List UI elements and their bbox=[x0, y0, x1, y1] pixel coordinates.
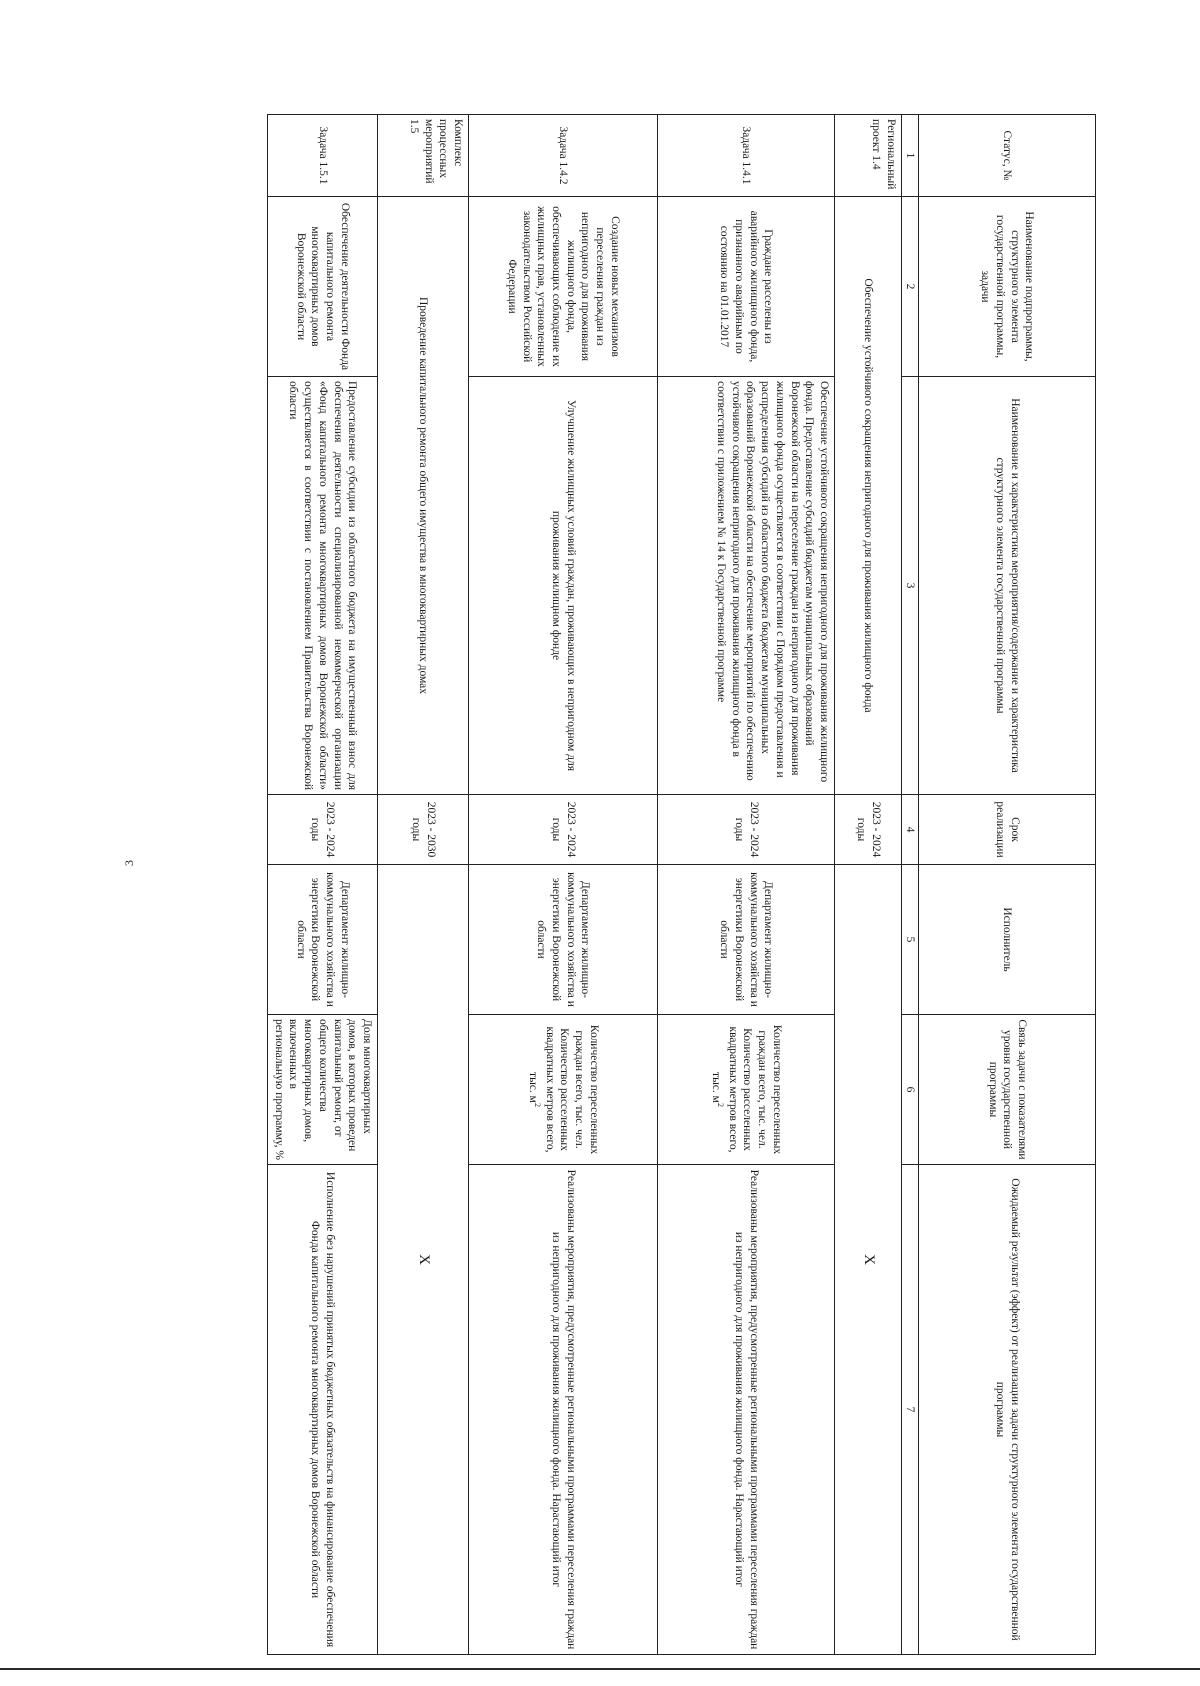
complex-name-cell: Проведение капитального ремонта общего имущества в многоквартирных домах bbox=[378, 197, 469, 795]
column-number: 4 bbox=[902, 795, 919, 865]
program-structure-table bbox=[267, 114, 1096, 1655]
status-cell: Задача 1.4.2 bbox=[469, 115, 658, 197]
header-name: Наименование подпрограммы, структурного элемента государственной программы, задачи bbox=[919, 197, 1096, 377]
header-result: Ожидаемый результат (эффект) от реализации задачи структурного элемента государственной программы bbox=[919, 1165, 1096, 1655]
column-number: 5 bbox=[902, 865, 919, 1015]
status-cell: Региональный проект 1.4 bbox=[835, 115, 902, 197]
executor-cell: Департамент жилищно-коммунального хозяйства и энергетики Воронежской области bbox=[658, 865, 835, 1015]
link-line: Количество переселенных граждан всего, тыс. чел. bbox=[756, 1024, 783, 1155]
superscript: 2 bbox=[532, 1102, 542, 1107]
executor-cell: Департамент жилищно-коммунального хозяйства и энергетики Воронежской области bbox=[267, 865, 377, 1015]
link-cell: X bbox=[378, 865, 469, 1655]
link-cell bbox=[658, 1015, 835, 1165]
period-cell: 2023 - 2024 годы bbox=[267, 795, 377, 865]
link-cell: Доля многоквартирных домов, в которых проведен капитальный ремонт, от общего количества многоквартирных домов, включенных в региональную программу, % bbox=[267, 1015, 377, 1165]
table-row-task-1-4-1 bbox=[658, 115, 835, 1655]
link-cell bbox=[469, 1015, 658, 1165]
task-description-cell: Предоставление субсидии из областного бюджета на имущественный взнос для обеспечения деятельности специализированной некоммерческой организации «Фонд капитального ремонта многоквартирных домов Воронежской области» осуществляется в соответствии с постановлением Правительства Воронежской области bbox=[267, 377, 377, 795]
column-number: 6 bbox=[902, 1015, 919, 1165]
program-table-container bbox=[272, 114, 1096, 1654]
task-description-cell: Обеспечение устойчивого сокращения непригодного для проживания жилищного фонда. Предоставление субсидий бюджетам муниципальных образований Воронежской области на переселение граждан из непригодного для проживания жилищного фонда осуществляется в соответствии с Порядком предоставления и распределения субсидий из областного бюджета бюджетам муниципальных образований Воронежской области на обеспечение мероприятий по обеспечению устойчивого сокращения непригодного для проживания жилищного фонда в соответствии с приложением № 14 к Государственной программе bbox=[658, 377, 835, 795]
link-line: Количество расселенных квадратных метров всего, тыс. м bbox=[527, 1026, 571, 1153]
header-executor: Исполнитель bbox=[919, 865, 1096, 1015]
scan-edge-line bbox=[0, 1668, 1200, 1670]
table-row-regional-project bbox=[835, 115, 902, 1655]
header-period: Срок реализации bbox=[919, 795, 1096, 865]
column-number: 7 bbox=[902, 1165, 919, 1655]
status-cell: Комплекс процессных мероприятий 1.5 bbox=[378, 115, 469, 197]
column-number: 2 bbox=[902, 197, 919, 377]
header-link: Связь задачи с показателями уровня государственной программы bbox=[919, 1015, 1096, 1165]
period-cell: 2023 - 2024 годы bbox=[469, 795, 658, 865]
executor-cell: Департамент жилищно-коммунального хозяйства и энергетики Воронежской области bbox=[469, 865, 658, 1015]
table-header-row bbox=[919, 115, 1096, 1655]
superscript: 2 bbox=[715, 1102, 725, 1107]
link-cell: X bbox=[835, 865, 902, 1655]
column-number-row bbox=[902, 115, 919, 1655]
table-row-task-1-4-2 bbox=[469, 115, 658, 1655]
task-name-cell: Граждане расселены из аварийного жилищного фонда, признанного аварийным по состоянию на 01.01.2017 bbox=[658, 197, 835, 377]
result-cell: Реализованы мероприятия, предусмотренные региональными программами переселения граждан из непригодного для проживания жилищного фонда. Нарастающий итог bbox=[469, 1165, 658, 1655]
link-line: Количество переселенных граждан всего, тыс. чел. bbox=[573, 1024, 600, 1155]
header-description: Наименование и характеристика мероприятия/содержание и характеристика структурного элемента государственной программы bbox=[919, 377, 1096, 795]
status-cell: Задача 1.5.1 bbox=[267, 115, 377, 197]
period-cell: 2023 - 2024 годы bbox=[835, 795, 902, 865]
status-cell: Задача 1.4.1 bbox=[658, 115, 835, 197]
column-number: 3 bbox=[902, 377, 919, 795]
column-number: 1 bbox=[902, 115, 919, 197]
table-row-task-1-5-1 bbox=[267, 115, 377, 1655]
task-name-cell: Создание новых механизмов переселения граждан из непригодного для проживания жилищного фонда, обеспечивающих соблюдение их жилищных прав, установленных законодательством Российской Федерации bbox=[469, 197, 658, 377]
page-number: 3 bbox=[122, 860, 136, 866]
task-description-cell: Улучшение жилищных условий граждан, проживающих в непригодном для проживания жилищном фонде bbox=[469, 377, 658, 795]
table-row-complex-1-5 bbox=[378, 115, 469, 1655]
task-name-cell: Обеспечение деятельности Фонда капитального ремонта многоквартирных домов Воронежской области bbox=[267, 197, 377, 377]
period-cell: 2023 - 2024 годы bbox=[658, 795, 835, 865]
header-status: Статус, № bbox=[919, 115, 1096, 197]
result-cell: Реализованы мероприятия, предусмотренные региональными программами переселения граждан из непригодного для проживания жилищного фонда. Нарастающий итог bbox=[658, 1165, 835, 1655]
project-name-cell: Обеспечение устойчивого сокращения непригодного для проживания жилищного фонда bbox=[835, 197, 902, 795]
link-line: Количество расселенных квадратных метров всего, тыс. м bbox=[710, 1026, 754, 1153]
result-cell: Исполнение без нарушений принятых бюджетных обязательств на финансирование обеспечения Фонда капитального ремонта многоквартирных домов Воронежской области bbox=[267, 1165, 377, 1655]
period-cell: 2023 - 2030 годы bbox=[378, 795, 469, 865]
